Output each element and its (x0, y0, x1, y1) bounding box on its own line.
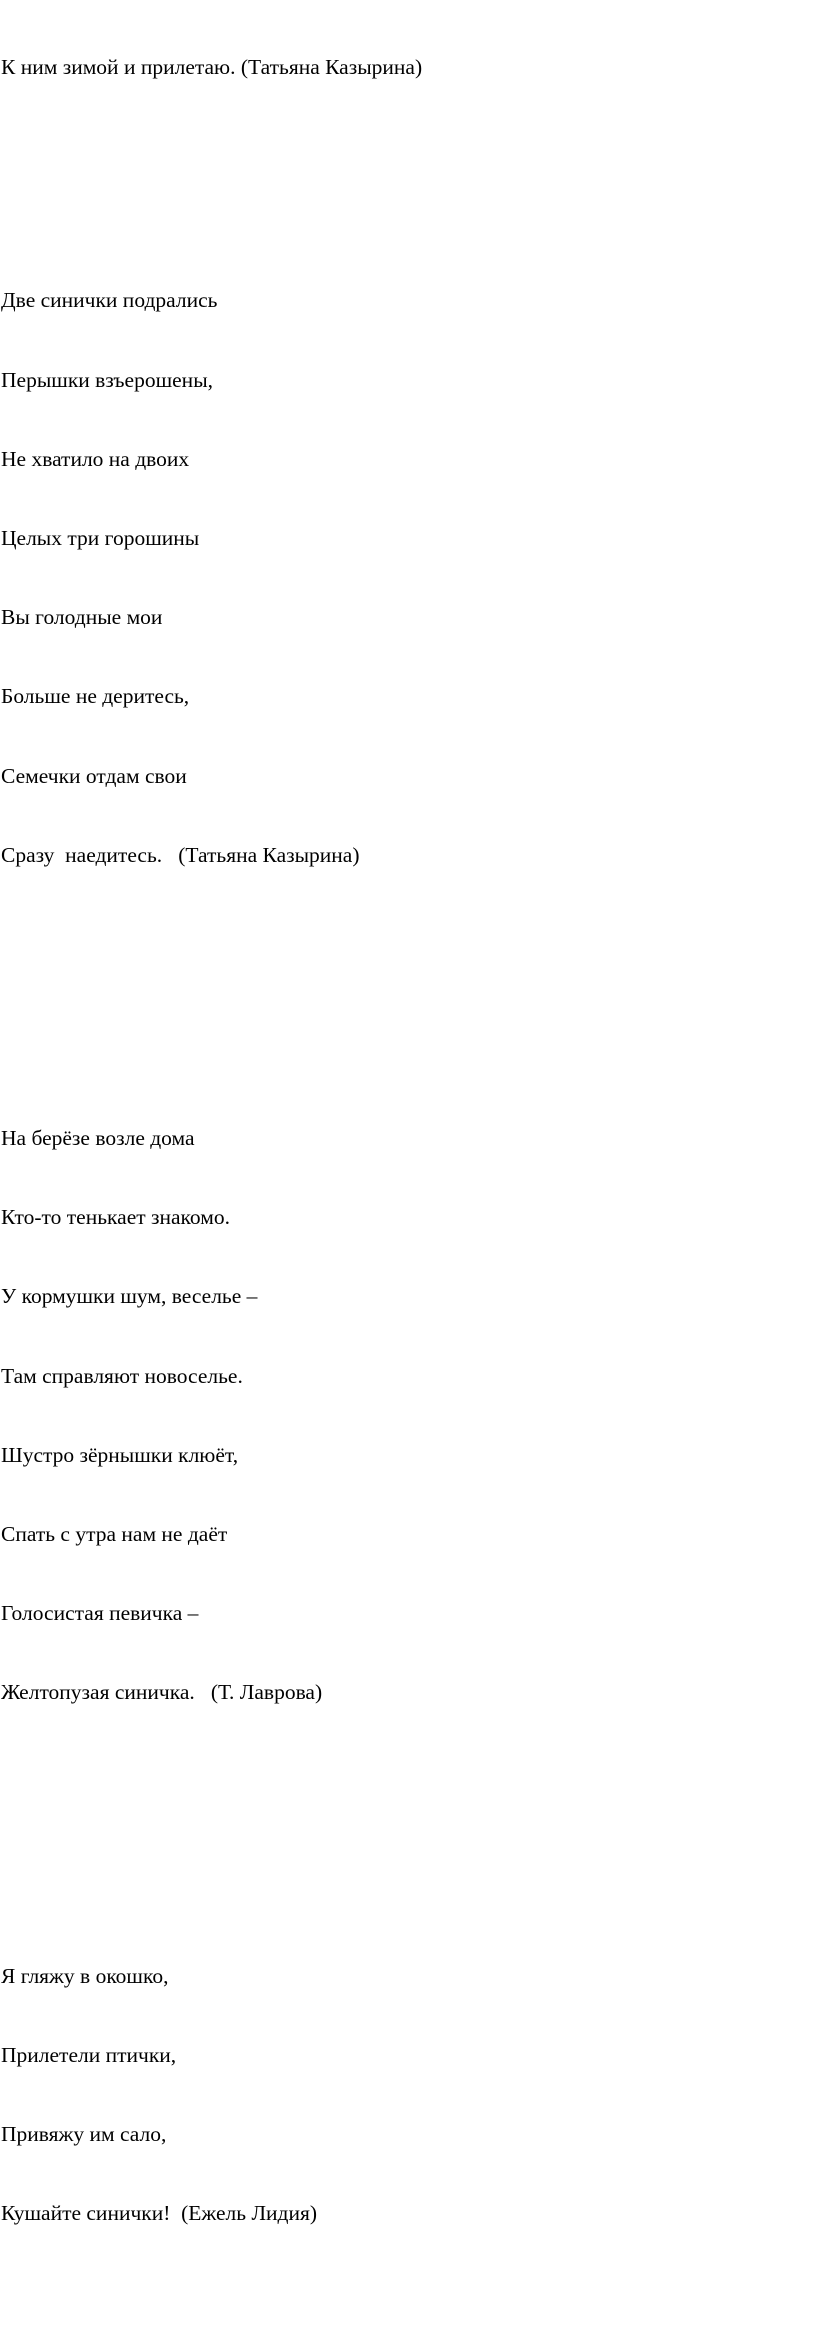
poem-line: На берёзе возле дома (1, 1126, 195, 1151)
poem-line: У кормушки шум, веселье – (1, 1284, 258, 1309)
poem-line: Я гляжу в окошко, (1, 1963, 169, 1988)
poem-line: Там справляют новоселье. (1, 1363, 243, 1388)
poem-line: Не хватило на двоих (1, 446, 190, 471)
poem-line: Семечки отдам свои (1, 763, 187, 788)
poem-line: Спать с утра нам не даёт (1, 1522, 228, 1546)
poem-line: Целых три горошины (1, 525, 200, 550)
poem-3 (1, 1912, 801, 2279)
poem-line: Больше не деритесь, (1, 684, 190, 709)
stanza-gap (1, 132, 801, 161)
intro-line: К ним зимой и прилетаю. (Татьяна Казырина) (1, 55, 423, 79)
poem-line: Кушайте синички! (Ежель Лидия) (1, 2201, 318, 2226)
stanza-gap (1, 970, 801, 999)
poem-1 (1, 236, 801, 920)
stanza-gap (1, 1808, 801, 1837)
poem-line: Желтопузая синичка. (Т. Лаврова) (1, 1680, 323, 1705)
poem-line: Вы голодные мои (1, 605, 163, 630)
poem-line: Привяжу им сало, (1, 2122, 167, 2147)
poem-line: Две синички подрались (1, 288, 218, 313)
poem-line: Сразу наедитесь. (Татьяна Казырина) (1, 842, 360, 867)
poem-line: Перышки взъерошены, (1, 367, 214, 392)
document-body (1, 3, 801, 2329)
poem-2 (1, 1074, 801, 1758)
poem-line: Шустро зёрнышки клюёт, (1, 1442, 239, 1467)
poem-line: Кто-то тенькает знакомо. (1, 1205, 230, 1230)
poem-line: Голосистая певичка – (1, 1601, 199, 1626)
poem-line: Прилетели птички, (1, 2042, 177, 2067)
